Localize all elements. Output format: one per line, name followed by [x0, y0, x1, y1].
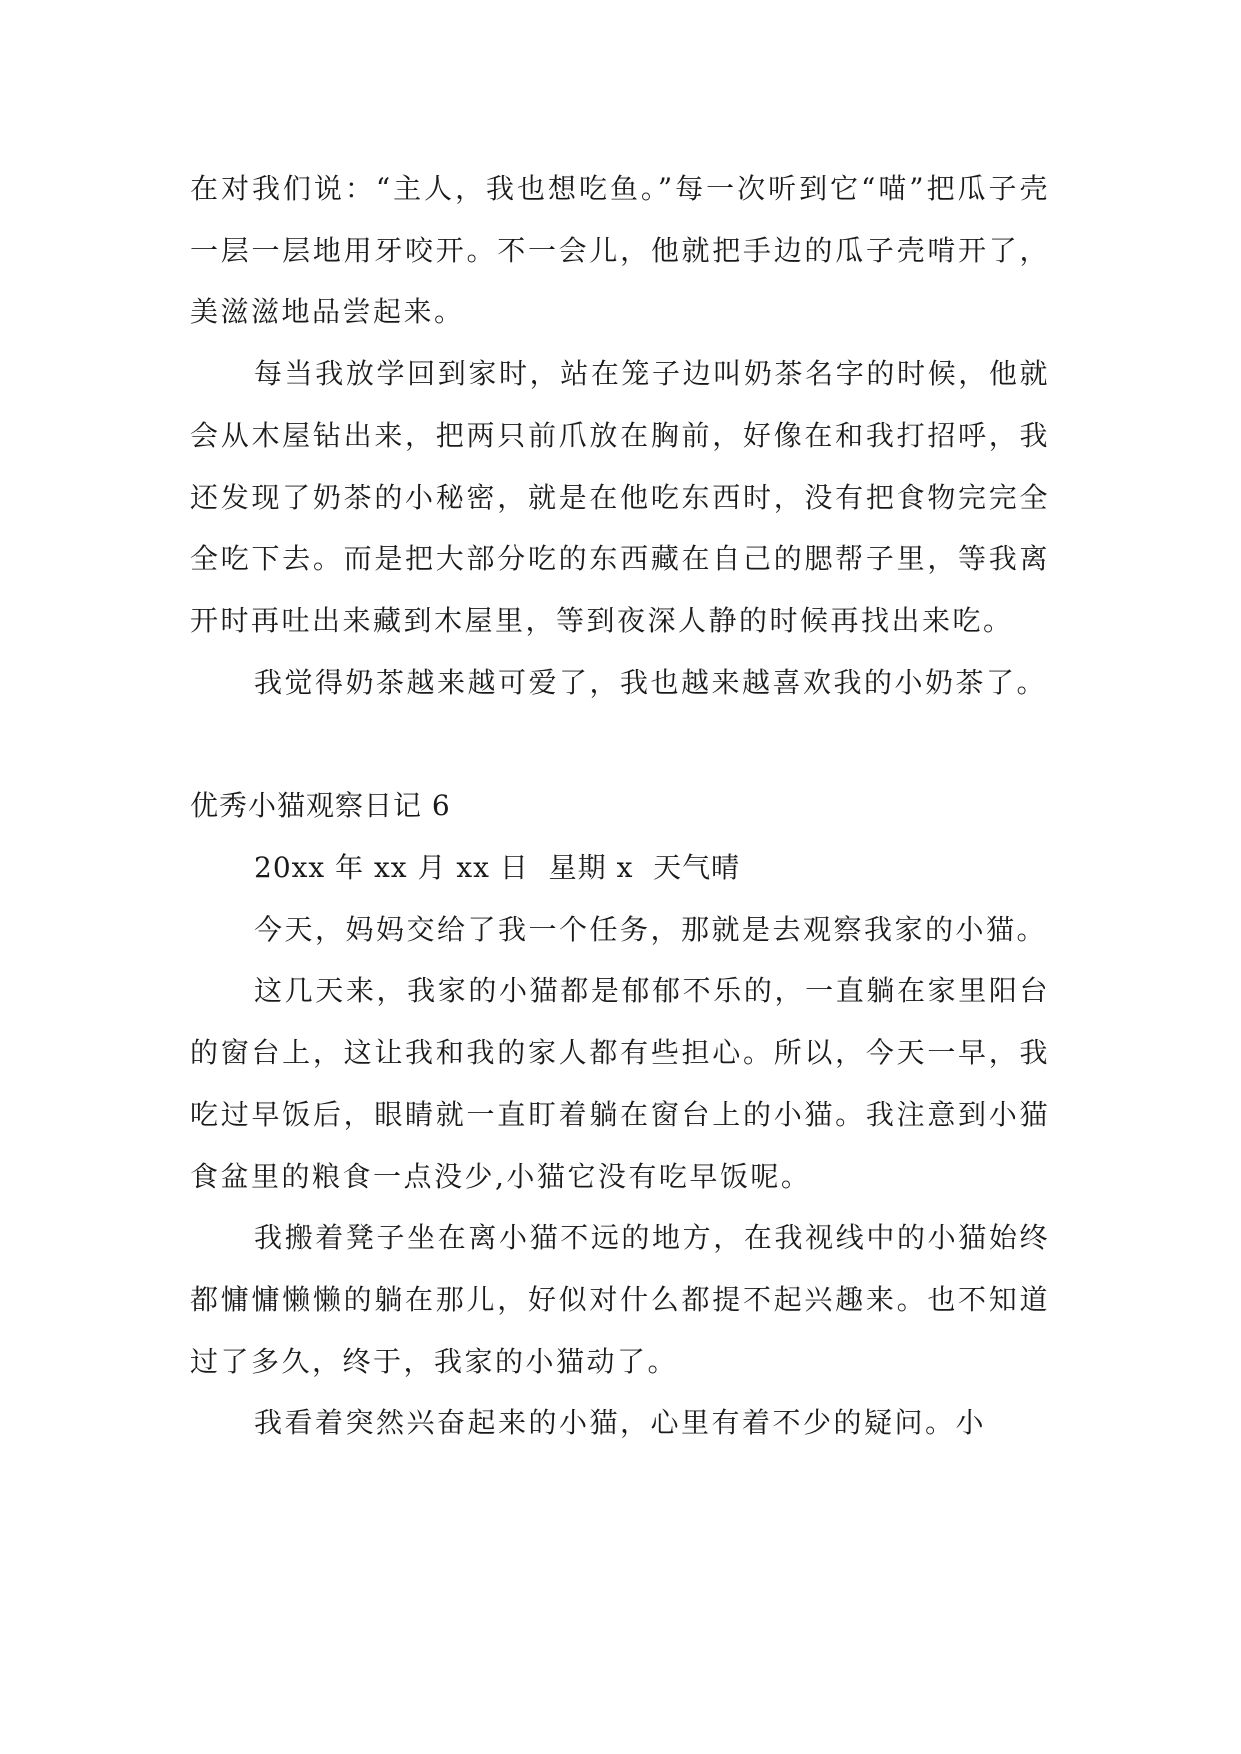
paragraph: 我搬着凳子坐在离小猫不远的地方，在我视线中的小猫始终都慵慵懒懒的躺在那儿，好似对什么都提不起兴趣来。也不知道过了多久，终于，我家的小猫动了。	[190, 1221, 1050, 1378]
section-spacer	[190, 713, 1050, 775]
paragraph: 每当我放学回到家时，站在笼子边叫奶茶名字的时候，他就会从木屋钻出来，把两只前爪放在胸前，好像在和我打招呼，我还发现了奶茶的小秘密，就是在他吃东西时，没有把食物完完全全吃下去。而是把大部分吃的东西藏在自己的腮帮子里，等我离开时再吐出来藏到木屋里，等到夜深人静的时候再找出来吃。	[190, 357, 1050, 637]
paragraph: 今天，妈妈交给了我一个任务，那就是去观察我家的小猫。	[254, 912, 1048, 946]
paragraph: 我看着突然兴奋起来的小猫，心里有着不少的疑问。小	[254, 1406, 987, 1440]
paragraph: 我觉得奶茶越来越可爱了，我也越来越喜欢我的小奶茶了。	[254, 665, 1048, 699]
diary-dateline: 20xx 年 xx 月 xx 日 星期 x 天气晴	[254, 851, 741, 885]
paragraph: 这几天来，我家的小猫都是郁郁不乐的，一直躺在家里阳台的窗台上，这让我和我的家人都有些担心。所以，今天一早，我吃过早饭后，眼睛就一直盯着躺在窗台上的小猫。我注意到小猫食盆里的粮食一点没少,小猫它没有吃早饭呢。	[190, 974, 1050, 1193]
paragraph: 在对我们说：“主人，我也想吃鱼。”每一次听到它“喵”把瓜子壳一层一层地用牙咬开。不一会儿，他就把手边的瓜子壳啃开了，美滋滋地品尝起来。	[190, 172, 1050, 329]
section-title: 优秀小猫观察日记 6	[190, 789, 451, 823]
document-body	[190, 158, 1050, 1454]
